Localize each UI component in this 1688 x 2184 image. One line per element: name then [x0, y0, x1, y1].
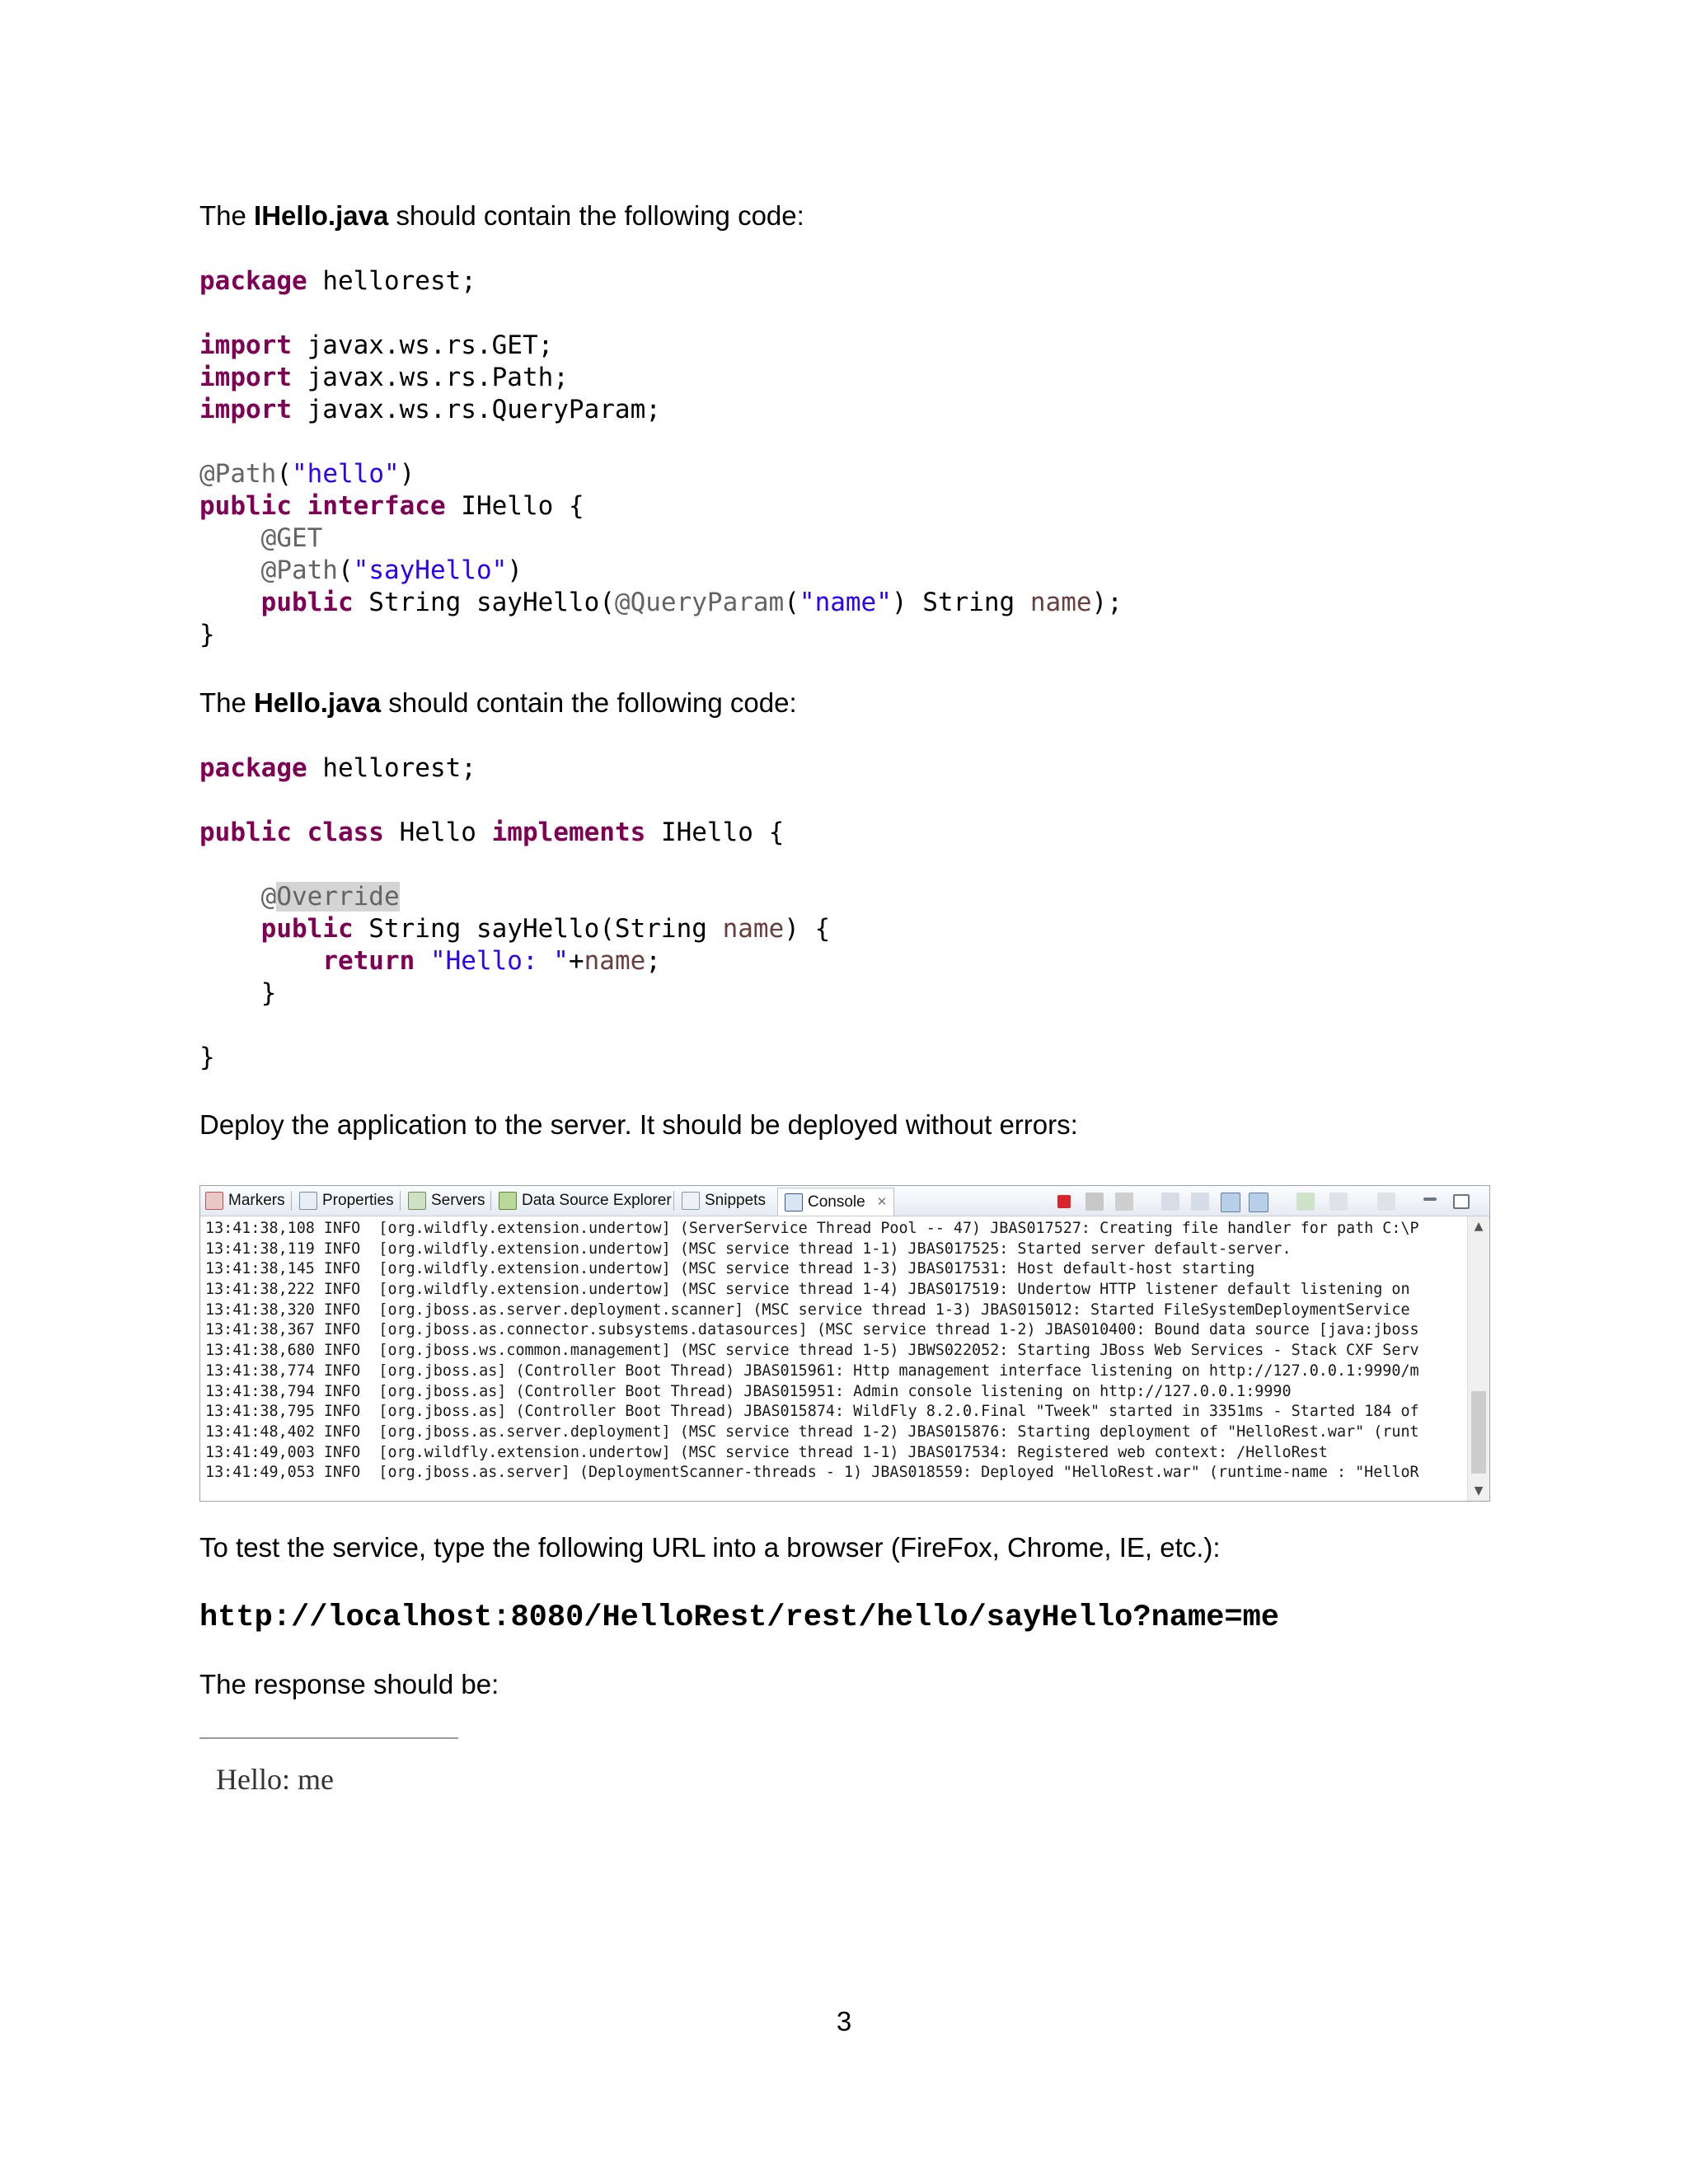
data-source-icon: [499, 1192, 517, 1210]
response-divider: [199, 1737, 458, 1739]
remove-all-terminated-icon[interactable]: [1115, 1193, 1133, 1211]
console-output[interactable]: [200, 1219, 1466, 1499]
log-line: 13:41:38,320 INFO [org.jboss.as.server.deployment.scanner] (MSC service thread 1-3) JBAS015012: Started FileSystemDeploymentService: [205, 1301, 1410, 1319]
log-line: 13:41:48,402 INFO [org.jboss.as.server.deployment] (MSC service thread 1-2) JBAS015876: Starting deployment of "HelloRest.war" (runt: [205, 1422, 1419, 1441]
properties-icon: [299, 1192, 317, 1210]
tab-data-source-explorer[interactable]: Data Source Explorer: [499, 1188, 672, 1213]
maximize-icon[interactable]: [1453, 1194, 1470, 1209]
view-tab-bar: [200, 1186, 1489, 1216]
page-number: 3: [836, 2006, 852, 2036]
log-line: 13:41:38,145 INFO [org.wildfly.extension.undertow] (MSC service thread 1-3) JBAS017531: Host default-host starting: [205, 1260, 1255, 1278]
close-icon[interactable]: ✕: [876, 1194, 888, 1209]
log-line: 13:41:38,794 INFO [org.jboss.as] (Controller Boot Thread) JBAS015951: Admin console listening on http://127.0.0.1:9990: [205, 1382, 1292, 1400]
test-url: http://localhost:8080/HelloRest/rest/hello/sayHello?name=me: [199, 1601, 1280, 1635]
scroll-up-icon[interactable]: ▲: [1474, 1220, 1484, 1233]
tab-properties[interactable]: Properties: [299, 1188, 394, 1213]
snippets-icon: [682, 1192, 700, 1210]
test-instruction: To test the service, type the following URL into a browser (FireFox, Chrome, IE, etc.):: [199, 1532, 1221, 1563]
minimize-icon[interactable]: [1423, 1197, 1437, 1201]
terminate-icon[interactable]: [1057, 1195, 1071, 1208]
log-line: 13:41:38,222 INFO [org.wildfly.extension.undertow] (MSC service thread 1-4) JBAS017519: Undertow HTTP listener default listening on: [205, 1281, 1410, 1299]
log-line: 13:41:38,108 INFO [org.wildfly.extension.undertow] (ServerService Thread Pool -- 47) JBAS017527: Creating file handler for path C:\P: [205, 1220, 1419, 1237]
tab-console[interactable]: Console ✕: [777, 1188, 894, 1216]
tab-servers[interactable]: Servers: [408, 1188, 485, 1213]
log-line: 13:41:38,795 INFO [org.jboss.as] (Controller Boot Thread) JBAS015874: WildFly 8.2.0.Final "Tweek" started in 3351ms - Started 184 of: [205, 1403, 1419, 1421]
response-label: The response should be:: [199, 1669, 499, 1699]
scrollbar-thumb[interactable]: [1471, 1391, 1486, 1474]
hello-code-block: package hellorest; public class Hello implements IHello { @Override public String sayHello(String name) { return "Hello: "+name; } }: [199, 753, 831, 1072]
intro-hello: The Hello.java should contain the following code:: [199, 687, 797, 718]
log-line: 13:41:38,774 INFO [org.jboss.as] (Controller Boot Thread) JBAS015961: Http management interface listening on http://127.0.0.1:9990/m: [205, 1361, 1419, 1380]
scroll-down-icon[interactable]: ▼: [1474, 1484, 1484, 1497]
show-on-stdout-icon[interactable]: [1221, 1193, 1240, 1212]
tab-markers[interactable]: Markers: [205, 1188, 285, 1213]
console-icon: [785, 1193, 803, 1212]
scroll-lock-icon[interactable]: [1191, 1193, 1209, 1211]
intro-ihello: The IHello.java should contain the following code:: [199, 200, 804, 231]
show-on-stderr-icon[interactable]: [1249, 1193, 1268, 1212]
log-line: 13:41:38,680 INFO [org.jboss.ws.common.management] (MSC service thread 1-5) JBWS022052: Starting JBoss Web Services - Stack CXF Serv: [205, 1342, 1419, 1360]
display-console-icon[interactable]: [1329, 1193, 1348, 1211]
deploy-instruction: Deploy the application to the server. It should be deployed without errors:: [199, 1109, 1078, 1140]
log-line: 13:41:49,003 INFO [org.wildfly.extension.undertow] (MSC service thread 1-1) JBAS017534: Registered web context: /HelloRest: [205, 1443, 1328, 1461]
clear-console-icon[interactable]: [1161, 1193, 1179, 1211]
remove-launch-icon[interactable]: [1085, 1193, 1104, 1211]
ihello-code-block: package hellorest; import javax.ws.rs.GET; import javax.ws.rs.Path; import javax.ws.rs.QueryParam; @Path("hello") public interface IHello { @GET @Path("sayHello") public String sayHello(@QueryParam("name") String name); }: [199, 266, 1123, 649]
tab-snippets[interactable]: Snippets: [682, 1188, 766, 1213]
servers-icon: [408, 1192, 426, 1210]
eclipse-console-panel: [199, 1185, 1490, 1502]
log-line: 13:41:38,119 INFO [org.wildfly.extension.undertow] (MSC service thread 1-1) JBAS017525: Started server default-server.: [205, 1240, 1292, 1258]
log-line: 13:41:38,367 INFO [org.jboss.as.connector.subsystems.datasources] (MSC service thread 1-2) JBAS010400: Bound data source [java:jboss: [205, 1321, 1419, 1339]
log-line: 13:41:49,053 INFO [org.jboss.as.server] (DeploymentScanner-threads - 1) JBAS018559: Deployed "HelloRest.war" (runtime-name : "HelloR: [205, 1464, 1419, 1482]
response-output: Hello: me: [216, 1763, 334, 1796]
vertical-scrollbar[interactable]: [1467, 1216, 1489, 1501]
markers-icon: [205, 1192, 223, 1210]
open-console-icon[interactable]: [1377, 1193, 1395, 1211]
pin-console-icon[interactable]: [1296, 1193, 1315, 1211]
